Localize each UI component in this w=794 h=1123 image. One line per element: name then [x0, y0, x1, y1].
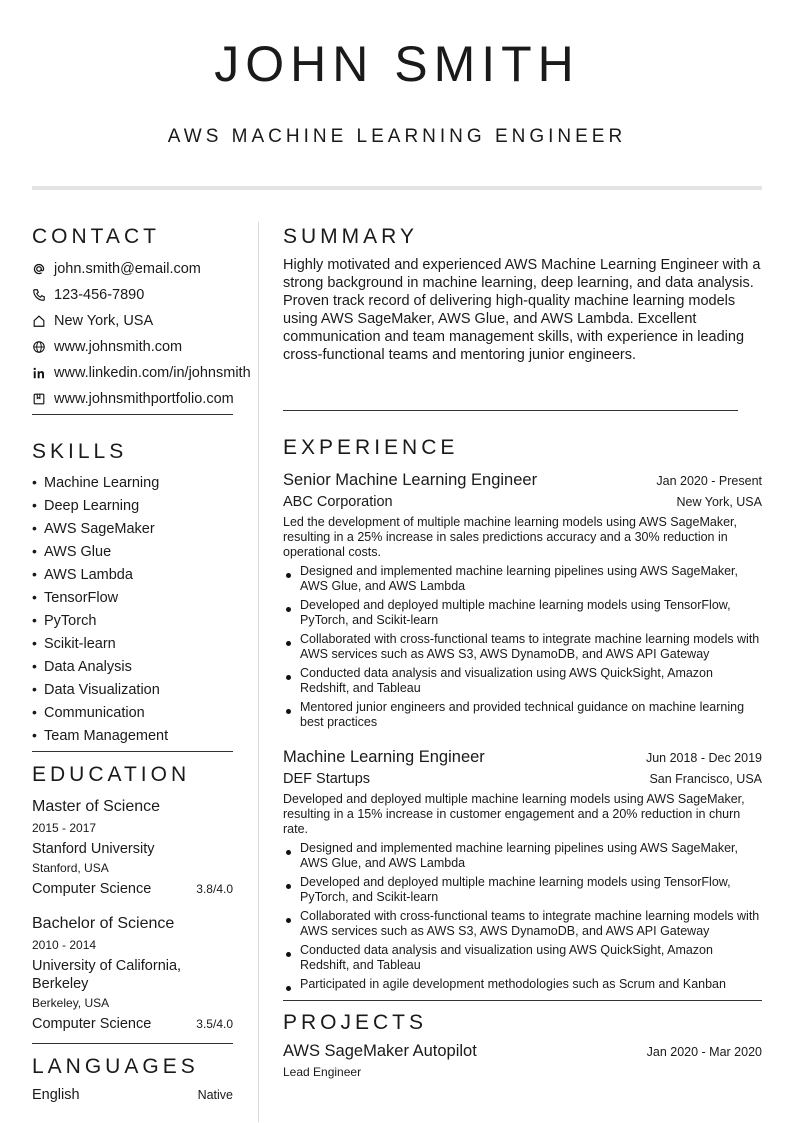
edu-field: Computer Science	[32, 881, 152, 897]
linkedin-icon	[32, 366, 46, 380]
job-bullet: Developed and deployed multiple machine learning models using TensorFlow, PyTorch, and Scikit-learn	[283, 598, 762, 628]
edu-dates: 2010 - 2014	[32, 938, 97, 952]
job-header	[283, 469, 762, 491]
project-entry	[283, 1040, 762, 1082]
job-bullet: Mentored junior engineers and provided technical guidance on machine learning best practices	[283, 700, 762, 730]
job-entry	[283, 746, 762, 992]
job-location: New York, USA	[676, 495, 762, 509]
job-company: ABC Corporation	[283, 494, 393, 510]
skill-item: • Scikit-learn	[32, 632, 272, 655]
edu-dates: 2015 - 2017	[32, 821, 97, 835]
skill-item: • Data Analysis	[32, 655, 272, 678]
education-entry	[32, 796, 272, 900]
language-row	[32, 1084, 233, 1106]
education-entry	[32, 913, 272, 1035]
resume-job-title: AWS MACHINE LEARNING ENGINEER	[167, 126, 627, 147]
skills-list	[32, 471, 272, 747]
phone-icon	[32, 288, 46, 302]
edu-field-row	[32, 1013, 233, 1035]
edu-degree: Bachelor of Science	[32, 915, 175, 932]
skill-item: • Team Management	[32, 724, 272, 747]
edu-field-row	[32, 878, 233, 900]
contact-phone[interactable]	[32, 282, 272, 308]
skill-item: • Data Visualization	[32, 678, 272, 701]
contact-location-text: New York, USA	[54, 313, 154, 329]
project-role: Lead Engineer	[283, 1065, 362, 1079]
job-header	[283, 746, 762, 768]
job-bullets	[283, 564, 762, 730]
job-bullets	[283, 841, 762, 992]
job-bullet: Conducted data analysis and visualization using AWS QuickSight, Amazon Redshift, and Tableau	[283, 943, 762, 973]
summary-heading: SUMMARY	[283, 225, 418, 248]
edu-school: Stanford University	[32, 841, 155, 857]
contact-website-text: www.johnsmith.com	[54, 339, 183, 355]
projects-heading: PROJECTS	[283, 1011, 428, 1034]
contact-phone-text: 123-456-7890	[54, 287, 145, 303]
education-heading: EDUCATION	[32, 763, 191, 786]
skill-item: • AWS SageMaker	[32, 517, 272, 540]
job-company-row	[283, 768, 762, 790]
job-bullet: Collaborated with cross-functional teams to integrate machine learning models with AWS services such as AWS S3, AWS DynamoDB, and AWS API Gateway	[283, 632, 762, 662]
contact-portfolio-text: www.johnsmithportfolio.com	[54, 391, 234, 407]
job-bullet: Collaborated with cross-functional teams to integrate machine learning models with AWS services such as AWS S3, AWS DynamoDB, and AWS API Gateway	[283, 909, 762, 939]
edu-school: University of California, Berkeley	[32, 958, 182, 992]
resume-name: JOHN SMITH	[214, 36, 580, 92]
project-title: AWS SageMaker Autopilot	[283, 1042, 477, 1060]
header-divider	[32, 186, 762, 190]
edu-field: Computer Science	[32, 1016, 152, 1032]
contact-email-text: john.smith@email.com	[54, 261, 201, 277]
contact-location	[32, 308, 272, 334]
contact-linkedin-text: www.linkedin.com/in/johnsmith	[54, 365, 251, 381]
skill-item: • TensorFlow	[32, 586, 272, 609]
job-company-row	[283, 491, 762, 513]
job-title: Senior Machine Learning Engineer	[283, 471, 538, 489]
right-column	[283, 224, 762, 1082]
globe-icon	[32, 340, 46, 354]
edu-gpa: 3.8/4.0	[196, 882, 233, 896]
experience-divider	[283, 1000, 762, 1001]
job-bullet: Conducted data analysis and visualization using AWS QuickSight, Amazon Redshift, and Tableau	[283, 666, 762, 696]
languages-heading: LANGUAGES	[32, 1055, 199, 1078]
language-level: Native	[197, 1088, 233, 1102]
job-dates: Jun 2018 - Dec 2019	[645, 751, 762, 765]
skill-item: • AWS Glue	[32, 540, 272, 563]
experience-heading: EXPERIENCE	[283, 436, 459, 459]
contact-linkedin[interactable]	[32, 360, 272, 386]
project-dates: Jan 2020 - Mar 2020	[646, 1045, 762, 1059]
contact-email[interactable]	[32, 256, 272, 282]
portfolio-icon	[32, 392, 46, 406]
job-bullet: Designed and implemented machine learning pipelines using AWS SageMaker, AWS Glue, and AWS Lambda	[283, 564, 762, 594]
language-name: English	[32, 1087, 80, 1103]
edu-gpa: 3.5/4.0	[196, 1017, 233, 1031]
contact-portfolio[interactable]	[32, 386, 272, 412]
job-location: San Francisco, USA	[649, 772, 762, 786]
skill-item: • PyTorch	[32, 609, 272, 632]
job-bullet: Designed and implemented machine learning pipelines using AWS SageMaker, AWS Glue, and AWS Lambda	[283, 841, 762, 871]
skill-item: • Deep Learning	[32, 494, 272, 517]
job-dates: Jan 2020 - Present	[656, 474, 762, 488]
summary-divider	[283, 410, 738, 411]
contact-website[interactable]	[32, 334, 272, 360]
home-icon	[32, 314, 46, 328]
left-column	[32, 224, 272, 1106]
job-bullet: Participated in agile development methodologies such as Scrum and Kanban	[283, 977, 762, 992]
skill-item: • Machine Learning	[32, 471, 272, 494]
education-divider	[32, 1043, 233, 1044]
job-company: DEF Startups	[283, 771, 371, 787]
contact-heading: CONTACT	[32, 225, 160, 248]
edu-degree: Master of Science	[32, 798, 161, 815]
contact-divider	[32, 414, 233, 415]
job-description: Led the development of multiple machine learning models using AWS SageMaker, resulting in a 25% increase in sales predictions accuracy and a 30% reduction in operational costs.	[283, 515, 737, 559]
skills-heading: SKILLS	[32, 440, 128, 463]
job-entry	[283, 469, 762, 730]
skills-divider	[32, 751, 233, 752]
edu-location: Stanford, USA	[32, 861, 109, 875]
job-description: Developed and deployed multiple machine learning models using AWS SageMaker, resulting in a 15% increase in customer engagement and a 20% reduction in churn rate.	[283, 792, 745, 836]
skill-item: • AWS Lambda	[32, 563, 272, 586]
at-icon	[32, 262, 46, 276]
job-title: Machine Learning Engineer	[283, 748, 485, 766]
job-bullet: Developed and deployed multiple machine learning models using TensorFlow, PyTorch, and Scikit-learn	[283, 875, 762, 905]
project-header	[283, 1040, 762, 1062]
summary-text: Highly motivated and experienced AWS Machine Learning Engineer with a strong background in machine learning, deep learning, and data analysis. Proven track record of delivering high-quality machine learning models using AWS SageMaker, AWS Glue, and AWS Lambda. Excellent communication and team management skills, with experience in leading cross-functional teams and mentoring junior engineers.	[283, 257, 761, 363]
skill-item: • Communication	[32, 701, 272, 724]
edu-location: Berkeley, USA	[32, 996, 110, 1010]
